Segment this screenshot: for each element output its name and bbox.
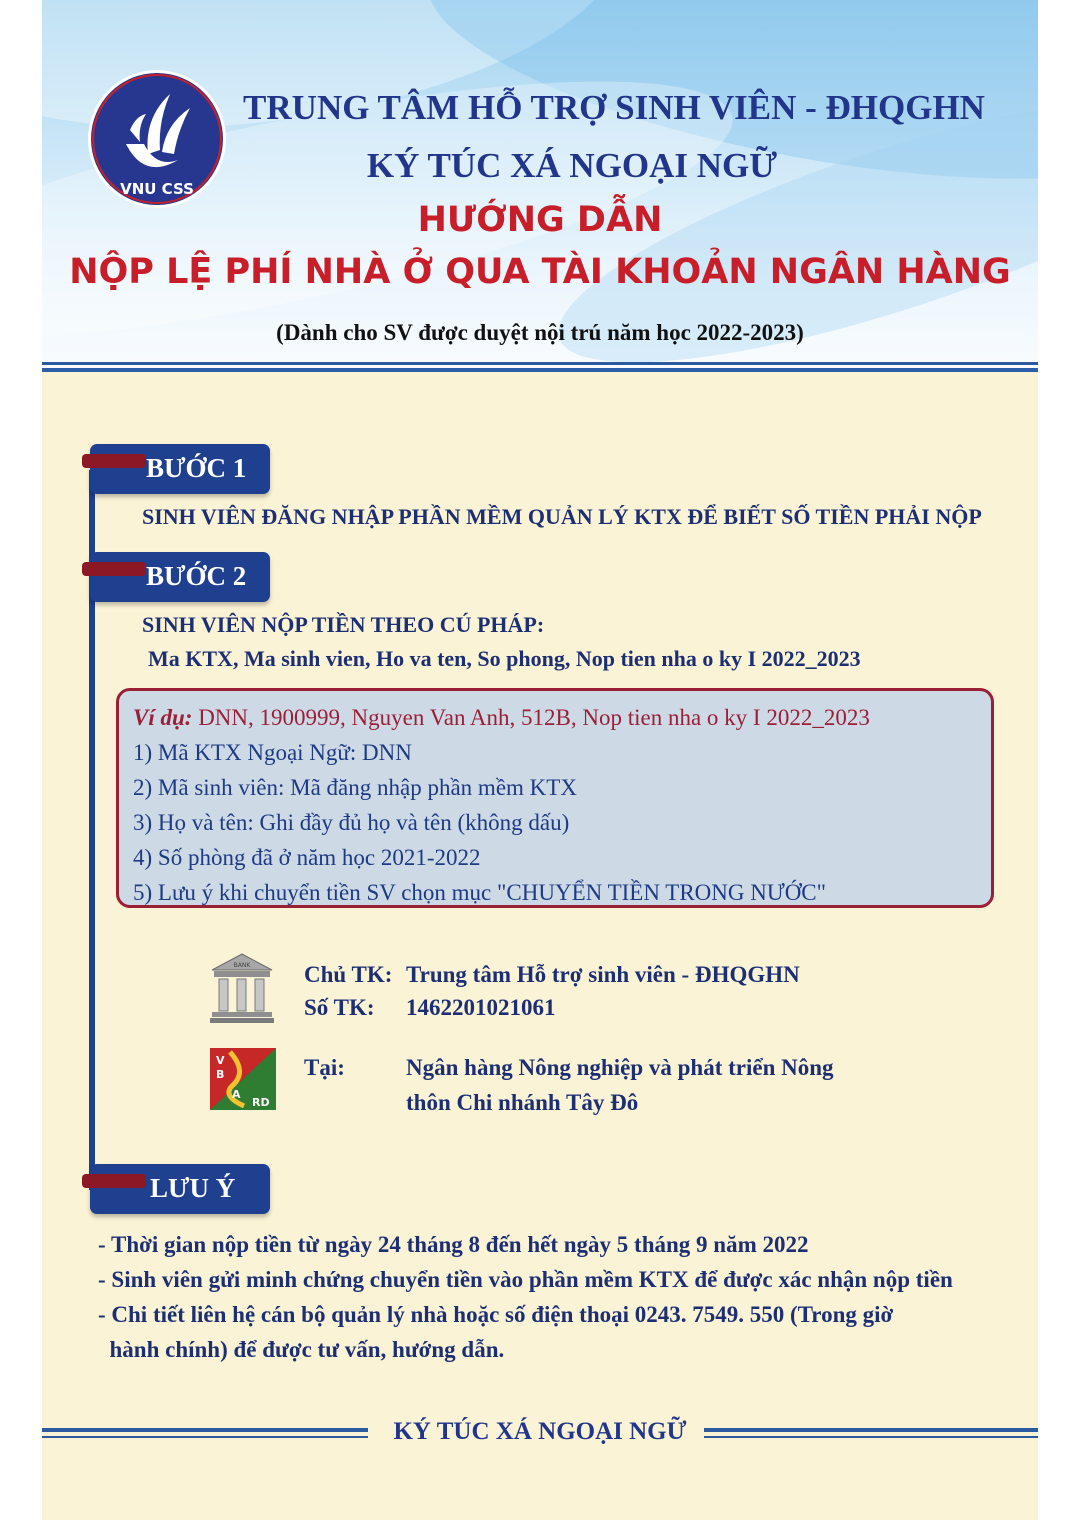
- bank-icon: [210, 952, 274, 1024]
- step-2-label: BƯỚC 2: [146, 561, 247, 591]
- guide-title: HƯỚNG DẪN: [417, 200, 663, 240]
- footer-line-left: [42, 1428, 368, 1432]
- logo-letter-v: V: [216, 1054, 225, 1067]
- note-item: - Sinh viên gửi minh chứng chuyển tiền vào phần mềm KTX để được xác nhận nộp tiền: [98, 1267, 953, 1292]
- step-1-text: SINH VIÊN ĐĂNG NHẬP PHẦN MỀM QUẢN LÝ KTX ĐỂ BIẾT SỐ TIỀN PHẢI NỘP: [142, 504, 982, 529]
- example-item: 3) Họ và tên: Ghi đầy đủ họ và tên (không dấu): [133, 810, 570, 835]
- footer-title: KÝ TÚC XÁ NGOẠI NGỮ: [393, 1418, 687, 1445]
- example-item: 1) Mã KTX Ngoại Ngữ: DNN: [133, 740, 412, 765]
- note-item: - Chi tiết liên hệ cán bộ quản lý nhà hoặc số điện thoại 0243. 7549. 550 (Trong giờ: [98, 1302, 894, 1327]
- header-divider: [42, 362, 1038, 365]
- step-2-syntax: Ma KTX, Ma sinh vien, Ho va ten, So phong, Nop tien nha o ky I 2022_2023: [148, 646, 861, 671]
- logo-letter-b: B: [216, 1068, 225, 1081]
- logo-text: VNU CSS: [120, 180, 194, 198]
- note-item: hành chính) để được tư vấn, hướng dẫn.: [98, 1337, 505, 1362]
- owner-label: Chủ TK:: [304, 962, 393, 987]
- org-title: TRUNG TÂM HỖ TRỢ SINH VIÊN - ĐHQGHN: [243, 88, 985, 127]
- agribank-logo: [208, 1046, 278, 1116]
- note-item: - Thời gian nộp tiền từ ngày 24 tháng 8 đến hết ngày 5 tháng 9 năm 2022: [98, 1232, 809, 1257]
- example-value: DNN, 1900999, Nguyen Van Anh, 512B, Nop tien nha o ky I 2022_2023: [192, 705, 870, 730]
- example-item: 4) Số phòng đã ở năm học 2021-2022: [133, 845, 481, 870]
- logo-letter-a: A: [232, 1088, 241, 1101]
- step-1-label: BƯỚC 1: [146, 453, 247, 483]
- example-item: 2) Mã sinh viên: Mã đăng nhập phần mềm KTX: [133, 775, 577, 800]
- guide-subtitle: NỘP LỆ PHÍ NHÀ Ở QUA TÀI KHOẢN NGÂN HÀNG: [69, 252, 1011, 292]
- owner-value: Trung tâm Hỗ trợ sinh viên - ĐHQGHN: [406, 962, 800, 987]
- example-box: [116, 688, 994, 908]
- vnu-css-logo: [86, 68, 228, 210]
- logo-letter-rd: RD: [252, 1096, 270, 1109]
- header-divider-thick: [42, 368, 1038, 372]
- header-banner: [42, 0, 1038, 372]
- bank-icon-text: BANK: [233, 962, 251, 969]
- example-line: [133, 705, 870, 731]
- step-2-text: SINH VIÊN NỘP TIỀN THEO CÚ PHÁP:: [142, 612, 545, 637]
- step-2-badge: [90, 552, 270, 602]
- account-number-label: Số TK:: [304, 995, 375, 1020]
- footer-line-right-thin: [704, 1436, 1038, 1438]
- step-1-badge: [90, 444, 270, 494]
- bank-value-line-2: thôn Chi nhánh Tây Đô: [406, 1090, 639, 1115]
- bank-value-line-1: Ngân hàng Nông nghiệp và phát triển Nông: [406, 1055, 834, 1080]
- example-label: Ví dụ:: [133, 705, 193, 730]
- account-number-value: 1462201021061: [406, 995, 556, 1020]
- footer-line-right: [704, 1428, 1038, 1432]
- audience-note: (Dành cho SV được duyệt nội trú năm học 2022-2023): [276, 320, 804, 345]
- note-label: LƯU Ý: [150, 1173, 236, 1203]
- note-badge: [90, 1164, 270, 1214]
- footer-line-left-thin: [42, 1436, 368, 1438]
- bank-label: Tại:: [304, 1055, 345, 1080]
- poster: [42, 0, 1038, 1520]
- dorm-title: KÝ TÚC XÁ NGOẠI NGỮ: [366, 146, 778, 185]
- example-item: 5) Lưu ý khi chuyển tiền SV chọn mục "CHUYỂN TIỀN TRONG NƯỚC": [133, 880, 827, 905]
